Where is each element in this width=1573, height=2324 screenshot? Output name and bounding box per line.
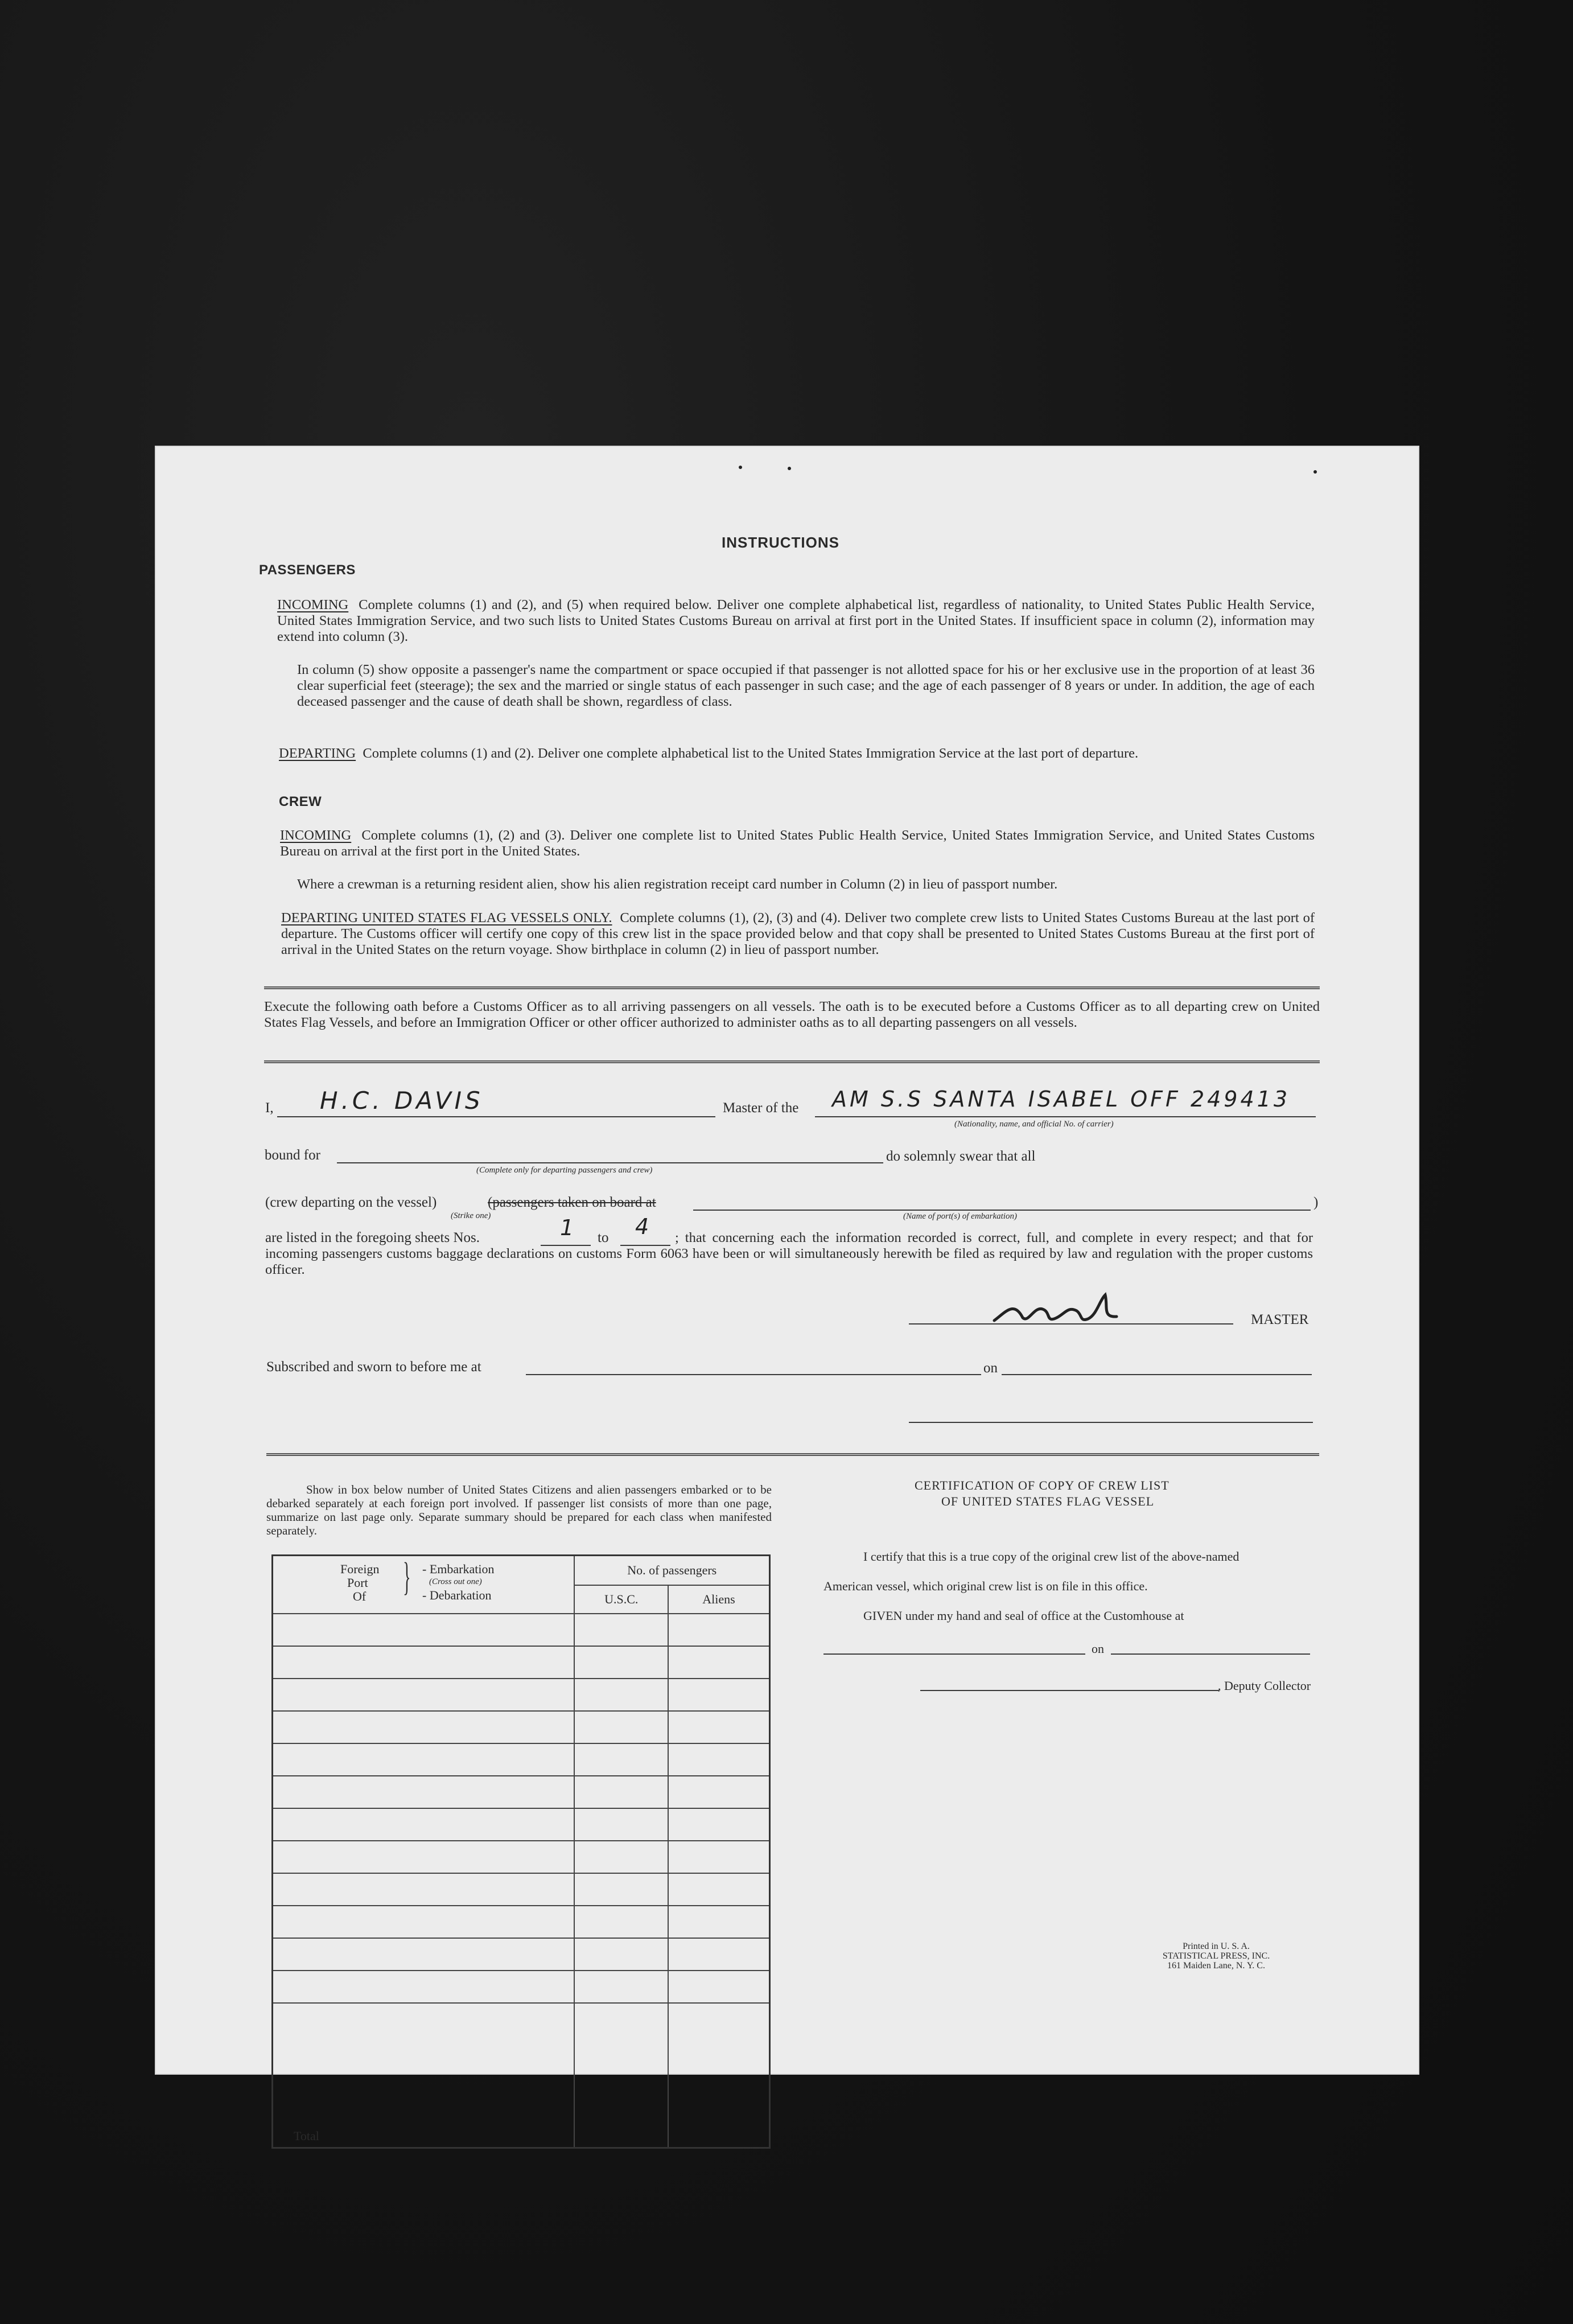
port-cell: [273, 1743, 575, 1776]
crew-alien-paragraph: Where a crewman is a returning resident alien, show his alien registration receipt card number in Column (2) in lieu of passport number.: [297, 877, 1058, 892]
usc-cell: [574, 1614, 668, 1646]
passengers-incoming-text: Complete columns (1) and (2), and (5) when required below. Deliver one complete alphabetical list, regardless of nationality, to United States Public Health Service, United States Immigration Service, and two such lists to United States Customs Bureau on arrival at first port in the United States. If insufficient space in column (2), information may extend into column (3).: [277, 597, 1315, 644]
aliens-cell: [668, 1646, 769, 1679]
to-label: to: [598, 1230, 609, 1245]
certification-line1: I certify that this is a true copy of the original crew list of the above-named: [863, 1549, 1240, 1564]
vessel-line: [815, 1116, 1316, 1117]
subscribed-place-line: [526, 1374, 981, 1375]
brace-icon: }: [403, 1555, 411, 1599]
port-cell: [273, 1938, 575, 1971]
page-title: INSTRUCTIONS: [722, 534, 839, 551]
vessel-caption: (Nationality, name, and official No. of carrier): [954, 1120, 1114, 1129]
crew-incoming-text: Complete columns (1), (2) and (3). Deliver one complete list to United States Public Health Service, United States Immigration Service, and United States Customs Bureau on arrival at the first port in the United States.: [280, 828, 1315, 859]
master-name-line: [277, 1116, 715, 1117]
master-signature: [989, 1289, 1125, 1329]
embarkation-label: - Embarkation: [422, 1562, 495, 1576]
port-cell: [273, 1646, 575, 1679]
total-label: Total: [273, 2003, 575, 2148]
aliens-cell: [668, 1841, 769, 1873]
usc-cell: [574, 1743, 668, 1776]
printer-line1: Printed in U. S. A.: [1183, 1942, 1250, 1951]
bound-for-line: [337, 1162, 883, 1163]
passengers-departing-paragraph: [279, 746, 1315, 762]
port-cell: [273, 1711, 575, 1743]
master-label: MASTER: [1251, 1312, 1309, 1327]
of-label: Of: [353, 1589, 367, 1603]
usc-cell: [574, 1906, 668, 1938]
scan-speck: [1313, 470, 1317, 474]
aliens-cell: [668, 1873, 769, 1906]
departing-label: DEPARTING: [279, 746, 356, 761]
certification-line3: GIVEN under my hand and seal of office at the Customhouse at: [863, 1609, 1184, 1623]
subscribed-label: Subscribed and sworn to before me at: [266, 1359, 481, 1375]
certification-title-line1: CERTIFICATION OF COPY OF CREW LIST: [915, 1478, 1170, 1492]
strike-caption: (Strike one): [451, 1211, 491, 1220]
aliens-cell: [668, 1743, 769, 1776]
aliens-cell: [668, 1808, 769, 1841]
no-of-passengers-header: No. of passengers: [574, 1556, 769, 1586]
passengers-heading: PASSENGERS: [259, 562, 356, 578]
passenger-summary-table: [271, 1554, 771, 2149]
section-divider: [264, 986, 1320, 989]
subscribed-date-line: [1002, 1374, 1312, 1375]
oath-instructions: Execute the following oath before a Customs Officer as to all arriving passengers on all vessels. The oath is to be executed before a Customs Officer as to all departing crew on United States Flag Vessels, and before an Immigration Officer or other officer authorized to administer oaths as to all departing passengers on all vessels.: [264, 999, 1320, 1030]
debarkation-label: - Debarkation: [422, 1588, 492, 1602]
usc-cell: [574, 1646, 668, 1679]
document-page: [155, 446, 1419, 2143]
port-cell: [273, 1776, 575, 1808]
printer-line2: STATISTICAL PRESS, INC.: [1162, 1951, 1270, 1961]
usc-cell: [574, 1776, 668, 1808]
port-cell: [273, 1906, 575, 1938]
aliens-cell: [668, 1711, 769, 1743]
usc-cell: [574, 1808, 668, 1841]
scan-speck: [788, 467, 791, 470]
total-usc-cell: [574, 2003, 668, 2148]
passengers-struck-label: (passengers taken on board at: [488, 1195, 656, 1210]
usc-cell: [574, 1938, 668, 1971]
certification-on-label: on: [1092, 1642, 1104, 1656]
aliens-cell: [668, 1938, 769, 1971]
total-aliens-cell: [668, 2003, 769, 2148]
passengers-incoming-paragraph: [277, 597, 1315, 645]
port-cell: [273, 1971, 575, 2003]
aliens-cell: [668, 1971, 769, 2003]
deputy-collector-line: [920, 1690, 1219, 1691]
passengers-departing-text: Complete columns (1) and (2). Deliver one complete alphabetical list to the United States Immigration Service at the last port of departure.: [363, 746, 1139, 761]
incoming-label: INCOMING: [277, 597, 349, 612]
deputy-collector-label: , Deputy Collector: [1218, 1679, 1311, 1693]
printer-line3: 161 Maiden Lane, N. Y. C.: [1167, 1961, 1265, 1971]
aliens-cell: [668, 1614, 769, 1646]
vessel-handwritten: AM S.S SANTA ISABEL OFF 249413: [832, 1087, 1291, 1112]
usc-cell: [574, 1971, 668, 2003]
port-cell: [273, 1873, 575, 1906]
crew-departing-text: Complete columns (1), (2), (3) and (4). Deliver two complete crew lists to United States Customs Bureau at the last port of departure. The Customs officer will certify one copy of this crew list in the space provided below and that copy shall be presented to United States Customs Bureau at the first port of arrival in the United States on the return voyage. Show birthplace in column (2) in lieu of passport number.: [281, 910, 1315, 957]
departing-flag-label: DEPARTING UNITED STATES FLAG VESSELS ONLY.: [281, 910, 612, 926]
oath-i-label: I,: [265, 1100, 274, 1116]
port-cell: [273, 1679, 575, 1711]
printer-imprint: [1139, 1942, 1293, 1971]
bound-for-label: bound for: [265, 1147, 320, 1163]
foreign-port-header: [273, 1556, 575, 1614]
aliens-cell: [668, 1906, 769, 1938]
officer-signature-line: [909, 1422, 1313, 1423]
foreign-label: Foreign: [340, 1562, 380, 1576]
sheet-to-handwritten: 4: [635, 1214, 653, 1239]
aliens-cell: [668, 1679, 769, 1711]
usc-cell: [574, 1711, 668, 1743]
port-cell: [273, 1808, 575, 1841]
certification-title-line2: OF UNITED STATES FLAG VESSEL: [941, 1494, 1155, 1508]
customhouse-line: [823, 1653, 1085, 1655]
crew-heading: CREW: [279, 794, 322, 809]
crew-incoming-label: INCOMING: [280, 828, 352, 843]
listed-text-rest: ; that concerning each the information recorded is correct, full, and complete in every respect; and that for incoming passengers customs baggage declarations on customs Form 6063 have been or will simultaneously herewith be filed as required by law and regulation with the proper customs officer.: [265, 1230, 1313, 1277]
port-caption: (Name of port(s) of embarkation): [903, 1212, 1017, 1221]
usc-cell: [574, 1873, 668, 1906]
listed-label: are listed in the foregoing sheets Nos.: [265, 1230, 480, 1245]
aliens-cell: [668, 1776, 769, 1808]
port-embarkation-line: [693, 1210, 1311, 1211]
master-name-handwritten: H.C. DAVIS: [320, 1087, 484, 1114]
scan-speck: [739, 466, 742, 469]
port-cell: [273, 1614, 575, 1646]
usc-cell: [574, 1679, 668, 1711]
certification-date-line: [1111, 1653, 1310, 1655]
summary-instructions: Show in box below number of United States Citizens and alien passengers embarked or to be debarked separately at each foreign port involved. If passenger list consists of more than one page, summarize on last page only. Separate summary should be prepared for each class when manifested separately.: [266, 1483, 772, 1537]
port-cell: [273, 1841, 575, 1873]
crew-departing-paragraph: [281, 910, 1315, 958]
swear-label: do solemnly swear that all: [886, 1149, 1036, 1164]
subscribed-on-label: on: [983, 1360, 998, 1376]
close-paren: ): [1313, 1195, 1319, 1210]
crew-incoming-paragraph: [280, 828, 1315, 859]
passengers-column5-paragraph: In column (5) show opposite a passenger's name the compartment or space occupied if that passenger is not allotted space for his or her exclusive use in the proportion of at least 36 clear superficial feet (steerage); the sex and the married or single status of each passenger in such case; and the age of each passenger of 8 years or under. In addition, the age of each deceased passenger and the cause of death shall be shown, regardless of class.: [297, 662, 1315, 709]
bound-for-caption: (Complete only for departing passengers and crew): [476, 1166, 653, 1175]
cross-out-label: (Cross out one): [429, 1577, 482, 1586]
usc-cell: [574, 1841, 668, 1873]
section-divider: [264, 1060, 1320, 1063]
certification-line2: American vessel, which original crew list is on file in this office.: [823, 1579, 1148, 1593]
master-of-label: Master of the: [723, 1100, 799, 1116]
sheet-from-handwritten: 1: [560, 1215, 578, 1240]
port-label: Port: [347, 1576, 368, 1590]
section-divider: [266, 1453, 1319, 1456]
crew-departing-label: (crew departing on the vessel): [265, 1195, 437, 1210]
usc-header: U.S.C.: [574, 1585, 668, 1614]
aliens-header: Aliens: [668, 1585, 769, 1614]
